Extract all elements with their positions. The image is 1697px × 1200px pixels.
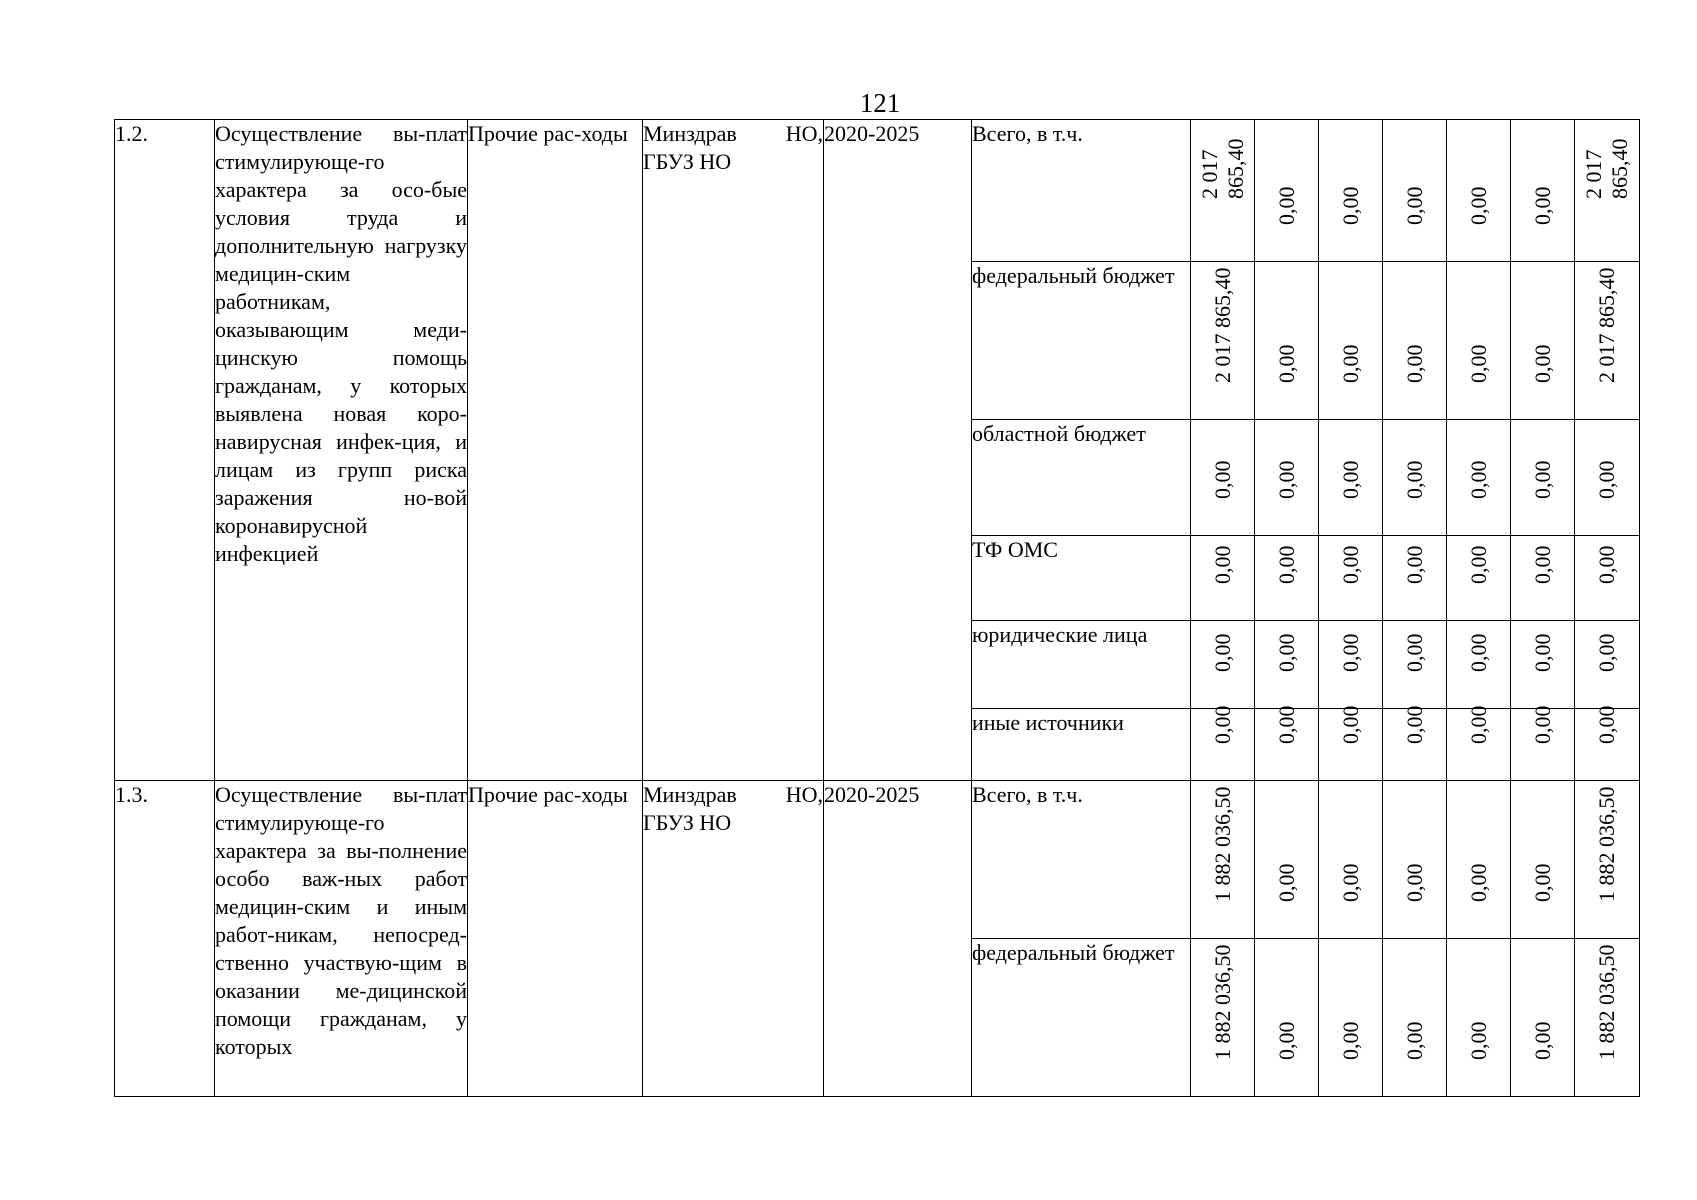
funding-source: областной бюджет: [972, 420, 1191, 536]
expense-type: Прочие рас-ходы: [468, 781, 643, 1097]
value-text: 0,00: [1529, 1021, 1555, 1060]
funding-source: федеральный бюджет: [972, 262, 1191, 420]
value-cell: [1319, 420, 1383, 536]
value-cell: [1191, 262, 1255, 420]
value-text: 0,00: [1209, 705, 1235, 744]
value-text: 0,00: [1465, 344, 1491, 383]
value-cell: [1575, 420, 1640, 536]
value-cell: [1255, 420, 1319, 536]
value-cell: [1319, 621, 1383, 709]
expense-type: Прочие рас-ходы: [468, 120, 643, 781]
value-cell: [1319, 781, 1383, 939]
value-cell: [1383, 781, 1447, 939]
value-cell: [1447, 781, 1511, 939]
value-cell: [1511, 939, 1575, 1097]
value-cell: [1511, 781, 1575, 939]
value-cell: [1255, 621, 1319, 709]
value-cell: [1511, 536, 1575, 621]
value-text: 0,00: [1465, 545, 1491, 584]
value-text: 0,00: [1273, 545, 1299, 584]
value-text: 0,00: [1273, 460, 1299, 499]
value-cell: [1383, 705, 1447, 781]
item-number: 1.2.: [115, 120, 215, 781]
value-text: 0,00: [1273, 633, 1299, 672]
value-text: 0,00: [1465, 1021, 1491, 1060]
value-cell: [1575, 120, 1640, 262]
value-cell: [1191, 781, 1255, 939]
value-cell: [1511, 621, 1575, 709]
value-text: 0,00: [1273, 186, 1299, 225]
item-number: 1.3.: [115, 781, 215, 1097]
value-cell: [1575, 536, 1640, 621]
value-cell: [1191, 705, 1255, 781]
value-cell: [1383, 262, 1447, 420]
value-text: 1 882 036,50: [1209, 944, 1235, 1060]
value-text: 0,00: [1209, 633, 1235, 672]
value-text: 0,00: [1401, 863, 1427, 902]
value-text: 0,00: [1209, 545, 1235, 584]
value-cell: [1575, 939, 1640, 1097]
value-cell: [1383, 621, 1447, 709]
value-text: 0,00: [1273, 705, 1299, 744]
value-text: 0,00: [1337, 863, 1363, 902]
value-text: 1 882 036,50: [1209, 786, 1235, 902]
value-text: 0,00: [1529, 705, 1555, 744]
period: 2020-2025: [824, 781, 972, 1097]
value-cell: [1191, 939, 1255, 1097]
value-cell: [1383, 120, 1447, 262]
value-cell: [1511, 262, 1575, 420]
value-text: 0,00: [1465, 460, 1491, 499]
value-cell: [1511, 705, 1575, 781]
value-cell: [1447, 120, 1511, 262]
funding-source: юридические лица: [972, 621, 1191, 709]
funding-source: ТФ ОМС: [972, 536, 1191, 621]
value-text: 1 882 036,50: [1594, 786, 1619, 902]
value-text: 0,00: [1337, 633, 1363, 672]
page-number: 121: [859, 88, 901, 118]
value-text: 0,00: [1594, 705, 1619, 744]
value-text: 2 017 865,40: [1581, 138, 1632, 199]
value-text: 0,00: [1273, 863, 1299, 902]
value-text: 2 017 865,40: [1209, 267, 1235, 383]
value-text: 0,00: [1465, 186, 1491, 225]
value-cell: [1575, 262, 1640, 420]
value-cell: [1319, 262, 1383, 420]
value-text: 1 882 036,50: [1594, 944, 1619, 1060]
value-cell: [1255, 939, 1319, 1097]
value-cell: [1319, 536, 1383, 621]
value-cell: [1511, 420, 1575, 536]
value-cell: [1255, 120, 1319, 262]
value-text: 0,00: [1273, 344, 1299, 383]
item-description: Осуществление вы-плат стимулирующе-го характера за вы-полнение особо важ-ных работ медицин-ским и иным работ-никам, непосред-ственно участвую-щим в оказании ме-дицинской помощи гражданам, у которых: [215, 781, 468, 1097]
value-text: 0,00: [1529, 545, 1555, 584]
budget-table: [114, 119, 1640, 1097]
value-cell: [1575, 705, 1640, 781]
value-text: 0,00: [1594, 460, 1619, 499]
value-text: 0,00: [1529, 344, 1555, 383]
value-text: 0,00: [1401, 1021, 1427, 1060]
table-row: [115, 781, 1640, 939]
value-text: 0,00: [1401, 705, 1427, 744]
value-cell: [1191, 536, 1255, 621]
value-text: 0,00: [1401, 344, 1427, 383]
value-text: 0,00: [1337, 460, 1363, 499]
value-cell: [1255, 536, 1319, 621]
value-cell: [1447, 536, 1511, 621]
value-cell: [1575, 781, 1640, 939]
funding-source: иные источники: [972, 709, 1191, 781]
value-text: 0,00: [1337, 186, 1363, 225]
period: 2020-2025: [824, 120, 972, 781]
value-text: 0,00: [1529, 863, 1555, 902]
executor: Минздрав НО, ГБУЗ НО: [643, 781, 824, 1097]
item-description: Осуществление вы-плат стимулирующе-го характера за осо-бые условия труда и дополнительную нагрузку медицин-ским работникам, оказывающим меди-цинскую помощь гражданам, у которых выявлена новая коро-навирусная инфек-ция, и лицам из групп риска заражения но-вой коронавирусной инфекцией: [215, 120, 468, 781]
value-text: 2 017 865,40: [1196, 138, 1248, 199]
value-text: 0,00: [1337, 344, 1363, 383]
value-text: 0,00: [1594, 545, 1619, 584]
value-text: 2 017 865,40: [1594, 267, 1619, 383]
value-text: 0,00: [1401, 545, 1427, 584]
value-text: 0,00: [1337, 545, 1363, 584]
value-cell: [1191, 621, 1255, 709]
funding-source: Всего, в т.ч.: [972, 120, 1191, 262]
value-cell: [1511, 120, 1575, 262]
funding-source: федеральный бюджет: [972, 939, 1191, 1097]
value-cell: [1319, 939, 1383, 1097]
value-text: 0,00: [1273, 1021, 1299, 1060]
executor: Минздрав НО, ГБУЗ НО: [643, 120, 824, 781]
value-cell: [1319, 120, 1383, 262]
funding-source: Всего, в т.ч.: [972, 781, 1191, 939]
value-text: 0,00: [1209, 460, 1235, 499]
value-cell: [1255, 705, 1319, 781]
value-cell: [1447, 621, 1511, 709]
value-text: 0,00: [1401, 633, 1427, 672]
value-text: 0,00: [1401, 186, 1427, 225]
value-text: 0,00: [1529, 186, 1555, 225]
value-cell: [1447, 939, 1511, 1097]
value-text: 0,00: [1465, 863, 1491, 902]
value-text: 0,00: [1529, 633, 1555, 672]
value-cell: [1255, 781, 1319, 939]
value-cell: [1447, 262, 1511, 420]
value-text: 0,00: [1465, 705, 1491, 744]
value-cell: [1383, 536, 1447, 621]
value-text: 0,00: [1529, 460, 1555, 499]
value-cell: [1575, 621, 1640, 709]
value-cell: [1447, 705, 1511, 781]
value-text: 0,00: [1401, 460, 1427, 499]
value-cell: [1255, 262, 1319, 420]
value-text: 0,00: [1594, 633, 1619, 672]
value-text: 0,00: [1465, 633, 1491, 672]
value-text: 0,00: [1337, 1021, 1363, 1060]
table-row: [115, 120, 1640, 262]
value-cell: [1383, 939, 1447, 1097]
value-cell: [1447, 420, 1511, 536]
value-cell: [1319, 705, 1383, 781]
value-cell: [1383, 420, 1447, 536]
value-text: 0,00: [1337, 705, 1363, 744]
value-cell: [1191, 420, 1255, 536]
value-cell: [1191, 120, 1255, 262]
